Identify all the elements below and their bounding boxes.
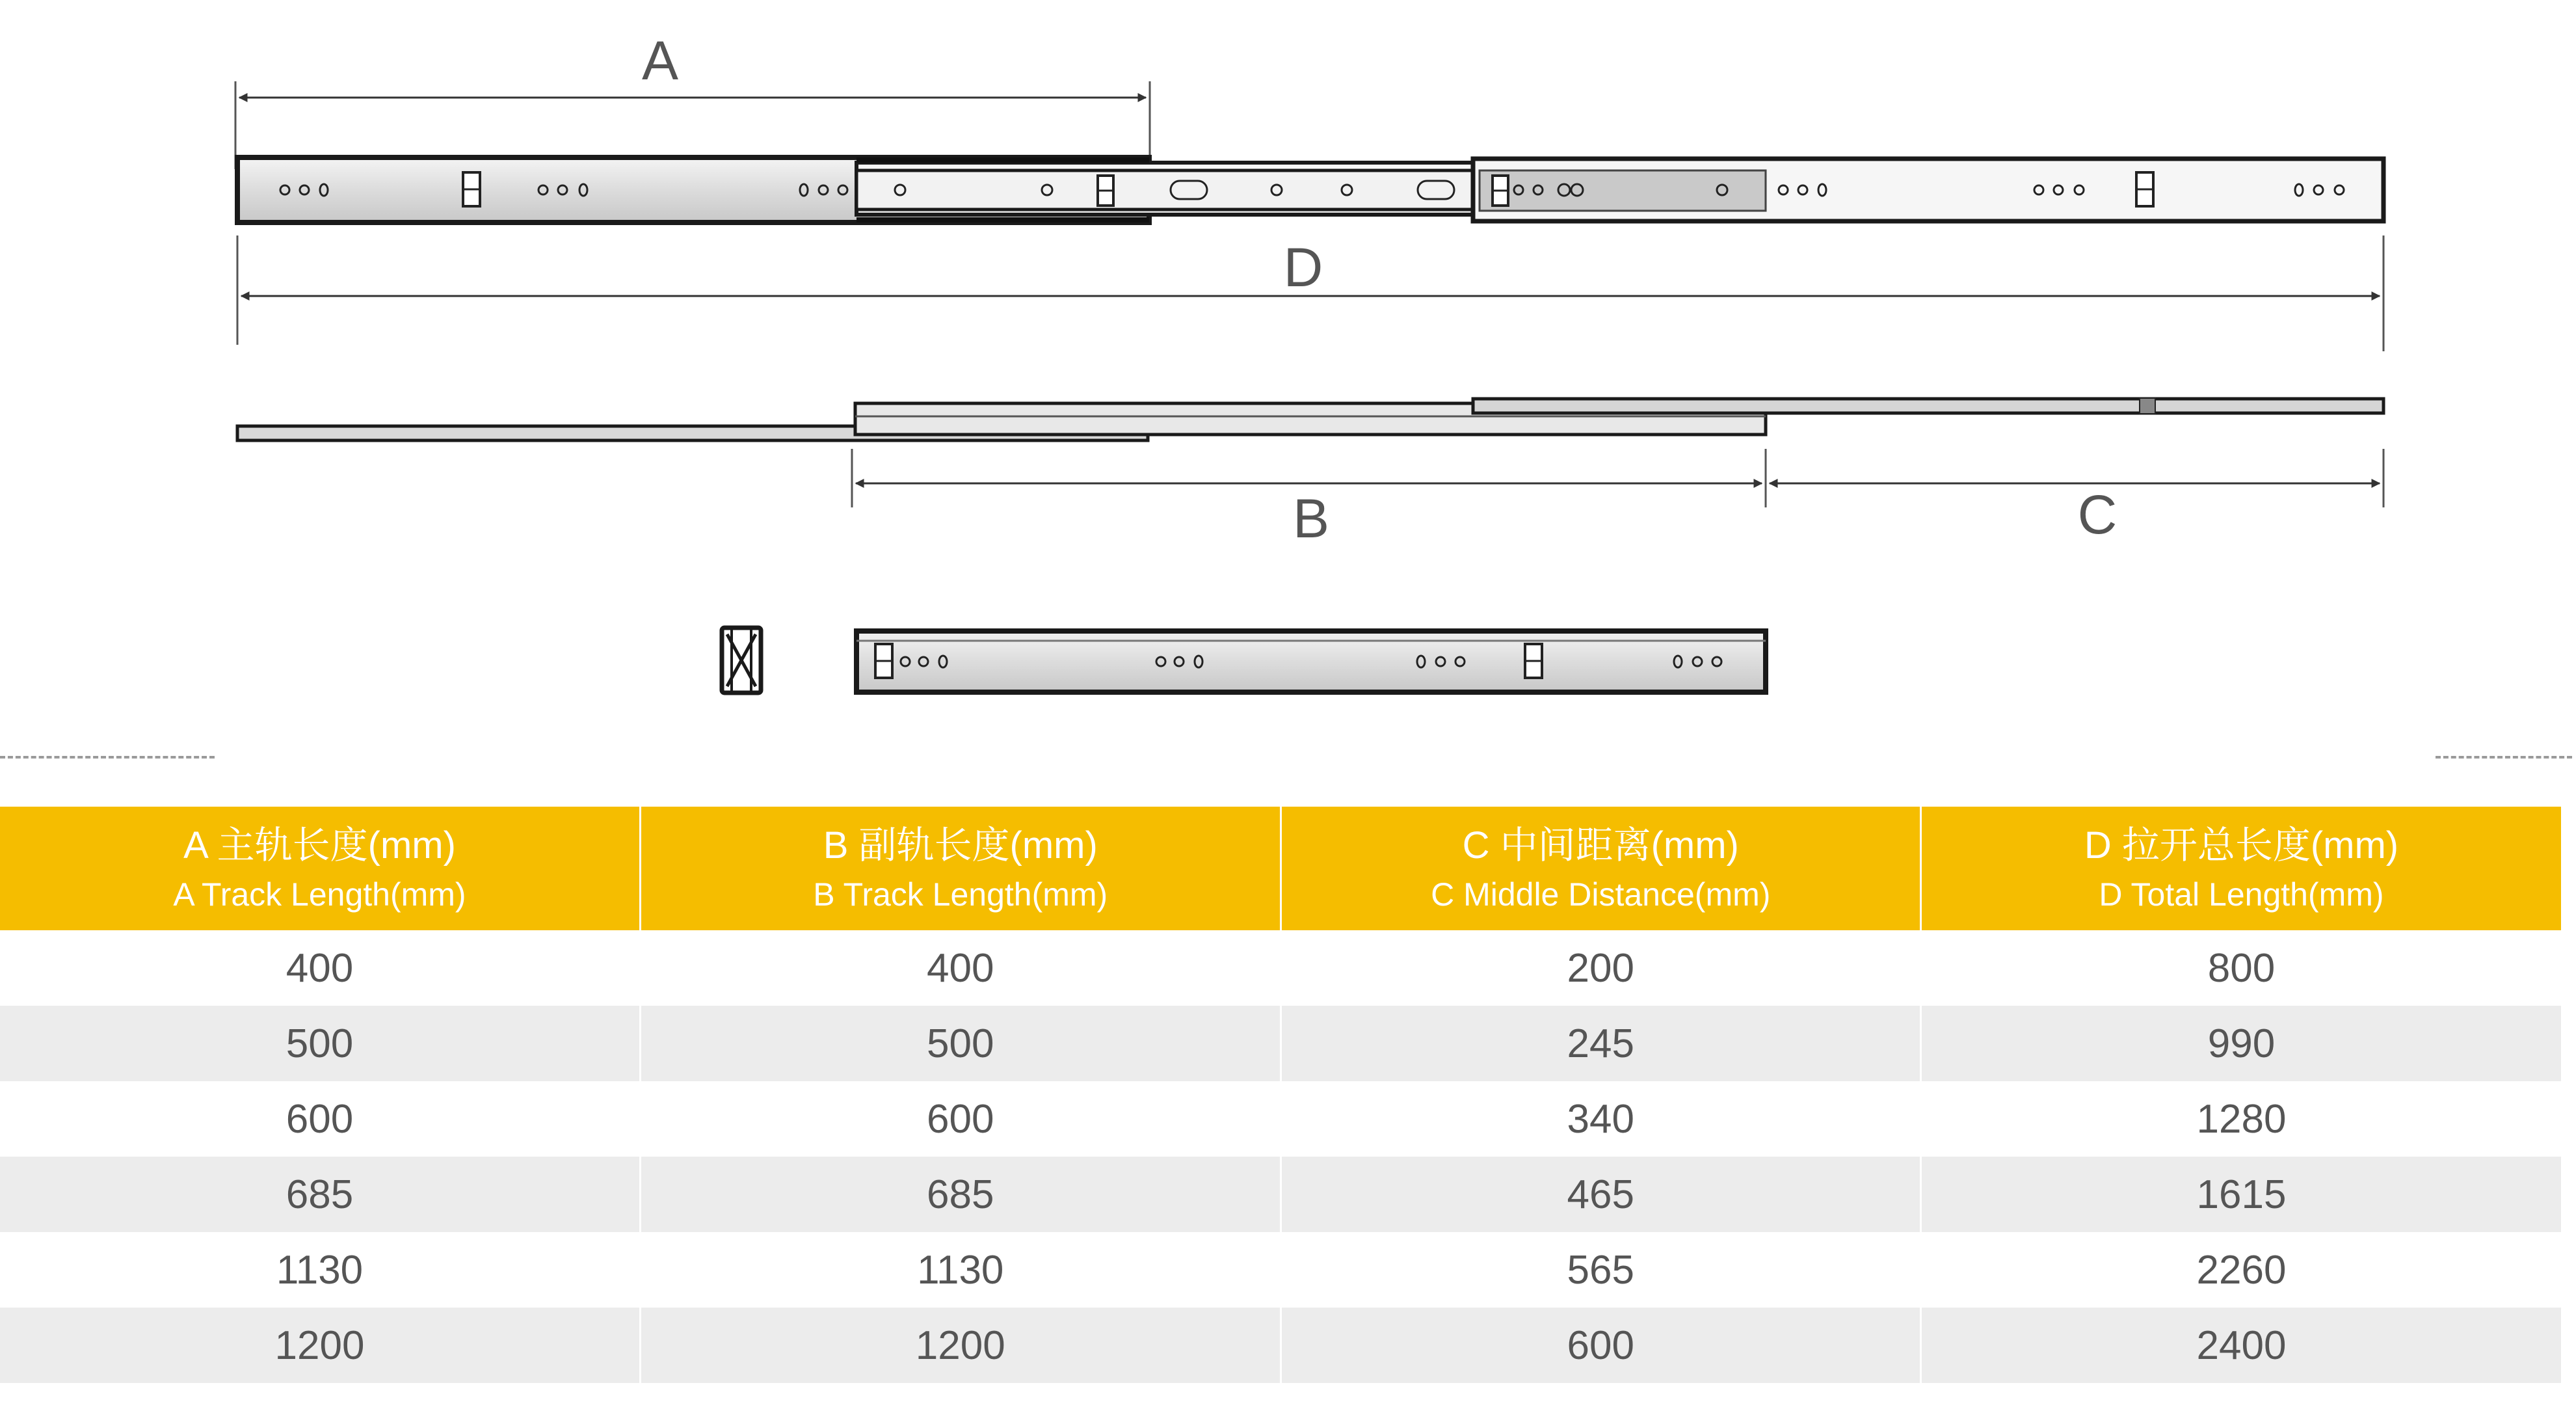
extended-slide-top-view xyxy=(237,398,2383,440)
cell-a: 1200 xyxy=(0,1308,641,1383)
rail-cross-section xyxy=(722,628,761,693)
cell-a: 500 xyxy=(0,1006,641,1081)
table-header-row xyxy=(0,807,2561,930)
table-row xyxy=(0,1006,2561,1081)
table-row xyxy=(0,1232,2561,1308)
table-row xyxy=(0,1157,2561,1232)
cell-c: 565 xyxy=(1281,1232,1921,1308)
specification-table xyxy=(0,807,2561,1383)
extended-slide-side-view xyxy=(237,157,2383,222)
table-row xyxy=(0,930,2561,1006)
header-en: B Track Length(mm) xyxy=(813,876,1108,913)
table-row xyxy=(0,1081,2561,1157)
cell-b: 600 xyxy=(641,1081,1281,1157)
header-a-track-length xyxy=(0,807,641,930)
cell-b: 1130 xyxy=(641,1232,1281,1308)
cell-d: 990 xyxy=(1921,1006,2562,1081)
dimension-label-a: A xyxy=(641,30,679,91)
cell-c: 200 xyxy=(1281,930,1921,1006)
cell-a: 1130 xyxy=(0,1232,641,1308)
cell-d: 1280 xyxy=(1921,1081,2562,1157)
cell-c: 600 xyxy=(1281,1308,1921,1383)
table-row xyxy=(0,1308,2561,1383)
closed-slide-side-view xyxy=(856,631,1766,692)
cell-c: 245 xyxy=(1281,1006,1921,1081)
dimension-a xyxy=(235,30,1150,169)
separator-right xyxy=(2436,756,2572,759)
cell-b: 1200 xyxy=(641,1308,1281,1383)
cell-d: 2260 xyxy=(1921,1232,2562,1308)
cell-b: 400 xyxy=(641,930,1281,1006)
dimension-label-b: B xyxy=(1292,488,1330,549)
cell-d: 2400 xyxy=(1921,1308,2562,1383)
cell-a: 400 xyxy=(0,930,641,1006)
cell-d: 1615 xyxy=(1921,1157,2562,1232)
cell-a: 685 xyxy=(0,1157,641,1232)
header-b-track-length xyxy=(641,807,1281,930)
header-cn: B 副轨长度(mm) xyxy=(823,824,1098,867)
cell-b: 685 xyxy=(641,1157,1281,1232)
dimension-label-c: C xyxy=(2077,484,2118,545)
header-en: D Total Length(mm) xyxy=(2099,876,2384,913)
dimension-c xyxy=(1770,449,2383,545)
cell-c: 340 xyxy=(1281,1081,1921,1157)
header-cn: A 主轨长度(mm) xyxy=(183,824,456,867)
header-c-middle-distance xyxy=(1281,807,1921,930)
dimension-d xyxy=(237,235,2383,351)
cell-d: 800 xyxy=(1921,930,2562,1006)
separator-left xyxy=(0,756,215,759)
cell-a: 600 xyxy=(0,1081,641,1157)
dimension-label-d: D xyxy=(1283,237,1323,298)
dimension-b xyxy=(852,449,1766,549)
header-d-total-length xyxy=(1921,807,2562,930)
header-en: A Track Length(mm) xyxy=(173,876,466,913)
header-cn: C 中间距离(mm) xyxy=(1462,824,1739,867)
cell-b: 500 xyxy=(641,1006,1281,1081)
cell-c: 465 xyxy=(1281,1157,1921,1232)
header-cn: D 拉开总长度(mm) xyxy=(2084,824,2399,867)
header-en: C Middle Distance(mm) xyxy=(1431,876,1771,913)
